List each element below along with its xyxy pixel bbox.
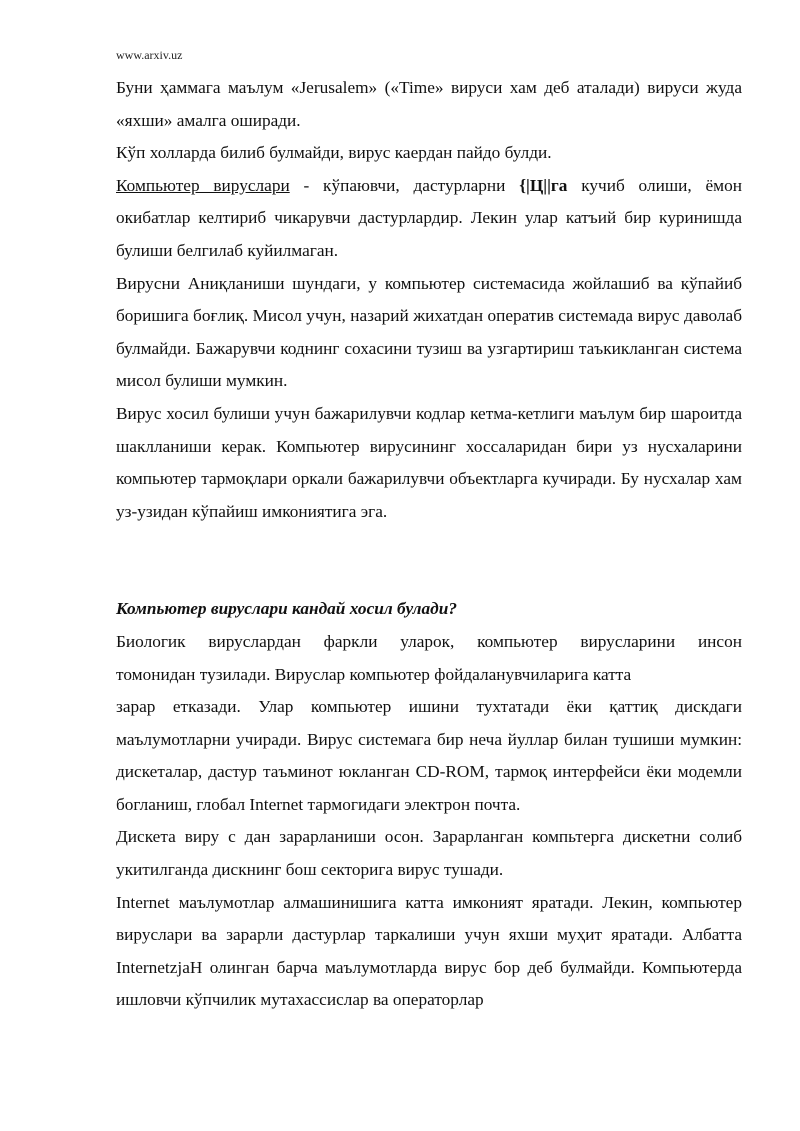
paragraph-diskette-infection: Дискета виру с дан зарарланиши осон. Зарарланган компьтерга дискетни солиб укитилганда дискнинг бош секторига вирус тушади. [116, 827, 742, 880]
term-computer-viruses: Компьютер вируслари [116, 175, 290, 195]
paragraph-virus-origin: Кўп холларда билиб булмайди, вирус каердан пайдо булди. [116, 143, 552, 163]
site-url: www.arxiv.uz [116, 48, 183, 62]
paragraph-line-2: томонидан тузилади. Вируслар компьютер фойдаланувчиларига катта [116, 664, 632, 684]
paragraph-virus-definition [116, 170, 742, 268]
paragraph-internet-viruses: Internet маълумотлар алмашинишига катта имконият яратади. Лекин, компьютер вируслари ва зарарли дастурлар таркалиши учун яхши муҳит яратади. Албатта InternetzjaH олинган барча маълумотларда вирус бор деб булмайди. Компьютерда ишловчи кўпчилик мутахассислар ва операторлар [116, 892, 742, 1010]
definition-text-bold: {|Ц||га [519, 175, 568, 195]
definition-text-rest: кучиб олиши, ёмон окибатлар келтириб чикарувчи дастурлардир. Лекин улар катъий бир куринишда булиши белгилаб куйилмаган. [116, 175, 742, 260]
paragraph-virus-formation: Вирус хосил булиши учун бажарилувчи кодлар кетма-кетлиги маълум бир шароитда шаклланиши керак. Компьютер вирусининг хоссаларидан бири уз нусхаларини компьютер тармоқлари оркали бажарилувчи объектларга кучиради. Бу нусхалар хам уз-узидан кўпайиш имкониятига эга. [116, 403, 742, 521]
document-body [116, 72, 742, 1017]
definition-text-mid: - кўпаювчи, дастурларни [289, 175, 520, 195]
section-spacer [116, 528, 742, 593]
paragraph-jerusalem-virus: Буни ҳаммага маълум «Jerusalem» («Time» вируси хам деб аталади) вируси жуда «яхши» амалга оширади. [116, 78, 742, 130]
paragraph-biological-comparison [116, 626, 742, 822]
paragraph-virus-detection: Вирусни Аниқланиши шундаги, у компьютер системасида жойлашиб ва кўпайиб боришига боғлиқ. Мисол учун, назарий жихатдан оператив системада вирус даволаб булмайди. Бажарувчи коднинг сохасини тузиш ва узгартириш таъкикланган система мисол булиши мумкин. [116, 273, 742, 391]
paragraph-line-1: Биологик вируслардан фаркли уларок, компьютер вирусларини инсон [116, 631, 742, 651]
paragraph-rest: зарар етказади. Улар компьютер ишини тухтатади ёки қаттиқ дискдаги маълумотларни учиради. Вирус системага бир неча йуллар билан тушиши мумкин: дискеталар, дастур таъминот юкланган CD-ROM, тармоқ интерфейси ёки модемли богланиш, глобал Internet тармогидаги электрон почта. [116, 697, 742, 814]
section-heading: Компьютер вируслари кандай хосил булади? [116, 599, 457, 619]
